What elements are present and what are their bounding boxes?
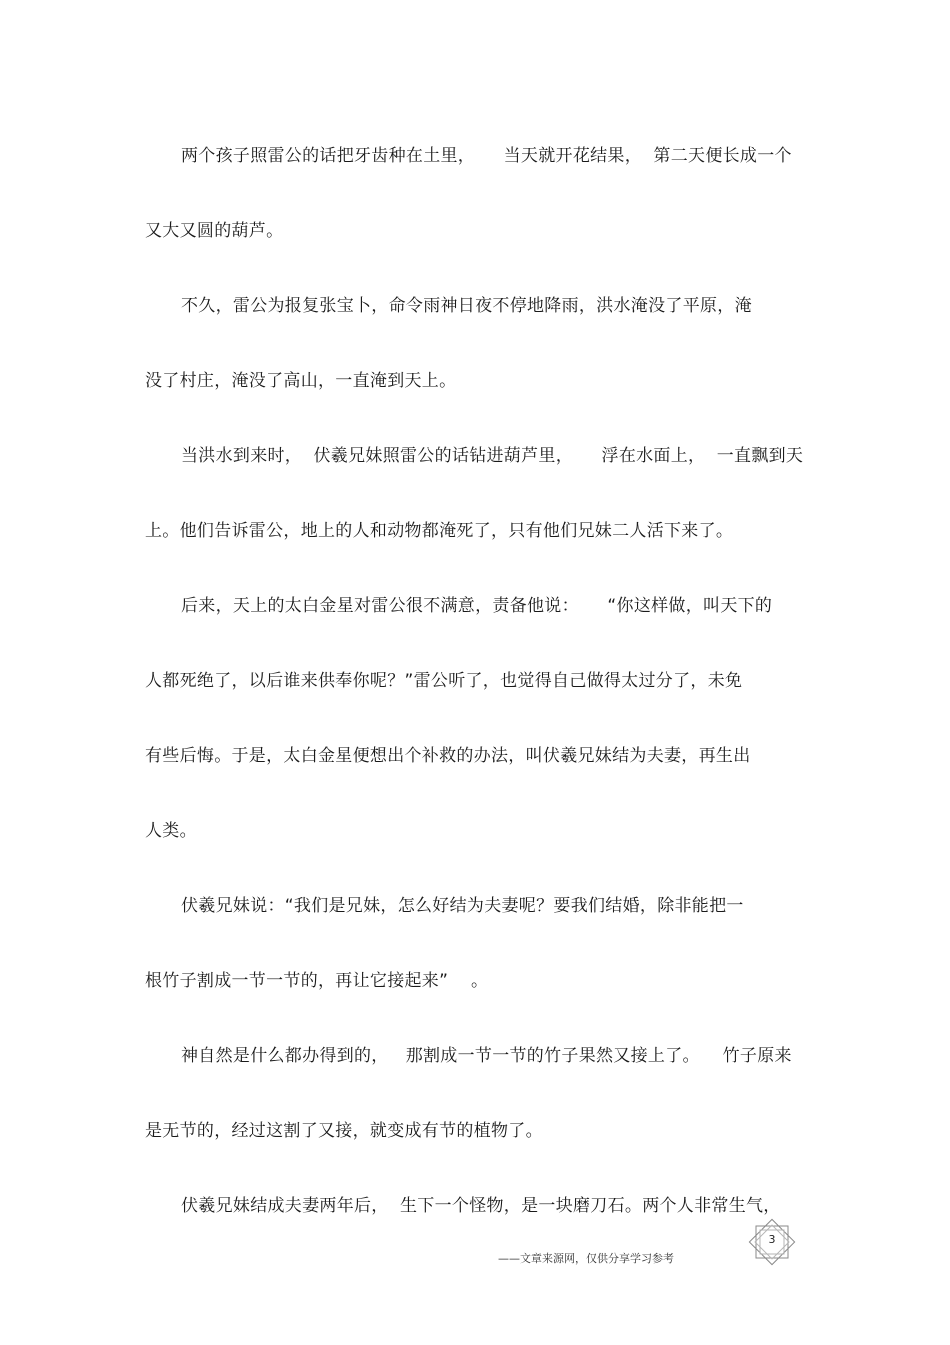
text-line: 当洪水到来时， 伏羲兄妹照雷公的话钻进葫芦里， 浮在水面上， 一直飘到天 — [181, 446, 804, 466]
text-line: 又大又圆的葫芦。 — [145, 221, 284, 241]
text-line: 神自然是什么都办得到的， 那割成一节一节的竹子果然又接上了。 竹子原来 — [181, 1046, 792, 1066]
text-line: 后来，天上的太白金星对雷公很不满意，责备他说： “你这样做，叫天下的 — [181, 596, 773, 616]
text-line: 人都死绝了，以后谁来供奉你呢？”雷公听了，也觉得自己做得太过分了，未免 — [145, 671, 743, 691]
page-number-badge — [748, 1218, 796, 1266]
text-line: 是无节的，经过这割了又接，就变成有节的植物了。 — [145, 1121, 543, 1141]
text-line: 根竹子割成一节一节的，再让它接起来” 。 — [145, 971, 489, 991]
text-line: 上。他们告诉雷公，地上的人和动物都淹死了，只有他们兄妹二人活下来了。 — [145, 521, 734, 541]
source-note: ——文章来源网，仅供分享学习参考 — [498, 1252, 674, 1265]
text-line: 人类。 — [145, 821, 197, 841]
page-number: 3 — [768, 1233, 776, 1246]
text-line: 没了村庄，淹没了高山，一直淹到天上。 — [145, 371, 457, 391]
text-line: 两个孩子照雷公的话把牙齿种在土里， 当天就开花结果， 第二天便长成一个 — [181, 146, 792, 166]
text-line: 伏羲兄妹结成夫妻两年后， 生下一个怪物，是一块磨刀石。两个人非常生气， — [181, 1196, 781, 1216]
text-line: 有些后悔。于是，太白金星便想出个补救的办法，叫伏羲兄妹结为夫妻，再生出 — [145, 746, 751, 766]
text-line: 伏羲兄妹说：“我们是兄妹，怎么好结为夫妻呢？要我们结婚，除非能把一 — [181, 896, 744, 916]
text-line: 不久，雷公为报复张宝卜，命令雨神日夜不停地降雨，洪水淹没了平原，淹 — [181, 296, 752, 316]
